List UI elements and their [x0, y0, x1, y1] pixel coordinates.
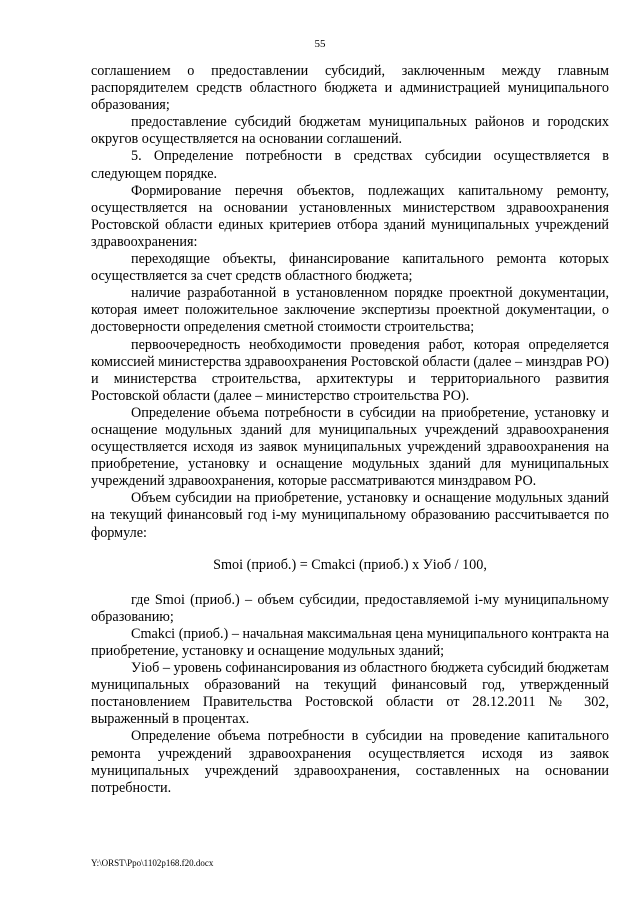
document-body	[91, 63, 609, 797]
paragraph: 5. Определение потребности в средствах субсидии осуществляется в следующем порядке.	[91, 148, 609, 182]
formula: Smoi (приоб.) = Cmakci (приоб.) x Уioб / 100,	[213, 556, 487, 573]
paragraph: соглашением о предоставлении субсидий, заключенным между главным распорядителем средств областного бюджета и администрацией муниципального образования;	[91, 63, 609, 114]
file-path-footer: Y:\ORST\Ppo\1102p168.f20.docx	[91, 858, 214, 868]
paragraph: первоочередность необходимости проведения работ, которая определяется комиссией министерства здравоохранения Ростовской области (далее – минздрав РО) и министерства строительства, архитектуры и территориального развития Ростовской области (далее – министерство строительства РО).	[91, 336, 610, 404]
paragraph: наличие разработанной в установленном порядке проектной документации, которая имеет положительное заключение экспертизы проектной документации, о достоверности определения сметной стоимости строительства;	[91, 285, 609, 336]
page-number: 55	[314, 38, 326, 50]
definition-paragraph: Определение объема потребности в субсидии на проведение капитального ремонта учреждений здравоохранения осуществляется исходя из заявок муниципальных учреждений здравоохранения, составленных на основании потребности.	[91, 728, 609, 796]
paragraph: Определение объема потребности в субсидии на приобретение, установку и оснащение модульных зданий для муниципальных учреждений здравоохранения осуществляется исходя из заявок муниципальных учреждений здравоохранения на приобретение, установку и оснащение модульных зданий для муниципальных учреждений здравоохранения, которые рассматриваются минздравом РО.	[91, 404, 609, 490]
paragraph: Формирование перечня объектов, подлежащих капитальному ремонту, осуществляется на основании установленных министерством здравоохранения Ростовской области единых критериев отбора зданий муниципальных учреждений здравоохранения:	[91, 182, 609, 250]
paragraph: переходящие объекты, финансирование капитального ремонта которых осуществляется за счет средств областного бюджета;	[91, 251, 609, 285]
definition-paragraph: где Smoi (приоб.) – объем субсидии, предоставляемой i-му муниципальному образованию;	[91, 591, 609, 625]
definition-paragraph: Cmakci (приоб.) – начальная максимальная цена муниципального контракта на приобретение, установку и оснащение модульных зданий;	[91, 625, 609, 659]
definition-paragraph: Уioб – уровень софинансирования из областного бюджета субсидий бюджетам муниципальных образований на текущий финансовый год, утвержденный постановлением Правительства Ростовской области от 28.12.2011 № 302, выраженный в процентах.	[91, 660, 609, 728]
paragraph: предоставление субсидий бюджетам муниципальных районов и городских округов осуществляется на основании соглашений.	[91, 114, 609, 148]
paragraph: Объем субсидии на приобретение, установку и оснащение модульных зданий на текущий финансовый год i-му муниципальному образованию рассчитывается по формуле:	[91, 490, 609, 541]
